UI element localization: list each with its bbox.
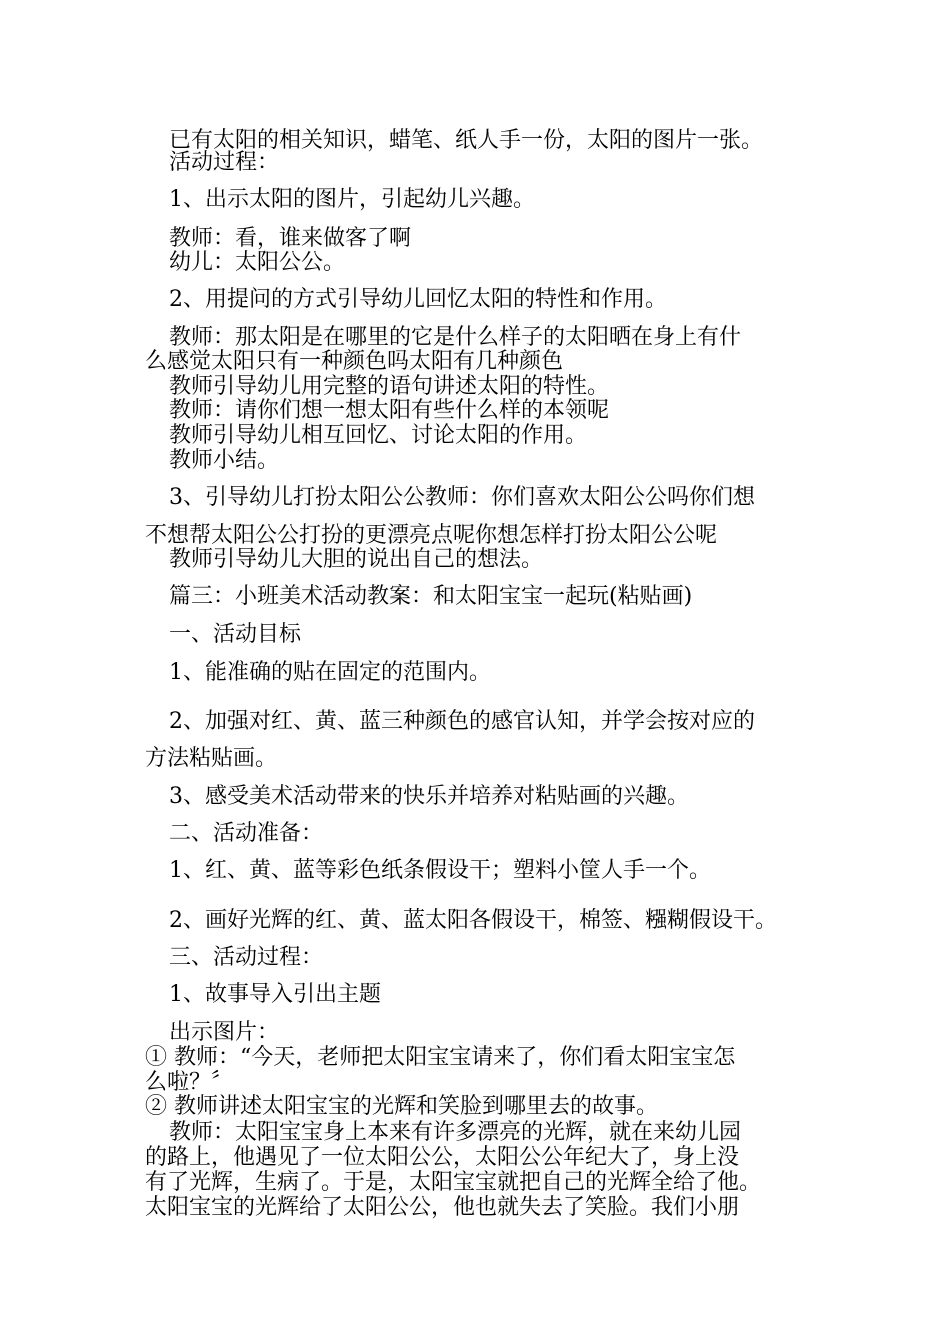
text-line: 活动过程： xyxy=(169,150,280,175)
text-line: 教师：太阳宝宝身上本来有许多漂亮的光辉，就在来幼儿园 xyxy=(169,1120,742,1145)
text-line: 2、加强对红、黄、蓝三种颜色的感官认知，并学会按对应的 xyxy=(169,709,755,734)
text-line: 出示图片： xyxy=(169,1020,280,1045)
text-line: 2、用提问的方式引导幼儿回忆太阳的特性和作用。 xyxy=(169,287,667,312)
text-line: ② 教师讲述太阳宝宝的光辉和笑脸到哪里去的故事。 xyxy=(145,1094,658,1119)
text-line: 1、能准确的贴在固定的范围内。 xyxy=(169,660,491,685)
text-line: 3、引导幼儿打扮太阳公公教师：你们喜欢太阳公公吗你们想 xyxy=(169,485,755,510)
text-line: ① 教师：“今天，老师把太阳宝宝请来了，你们看太阳宝宝怎 xyxy=(145,1045,736,1070)
text-line: 已有太阳的相关知识，蜡笔、纸人手一份，太阳的图片一张。 xyxy=(169,128,764,153)
text-line: 教师引导幼儿用完整的语句讲述太阳的特性。 xyxy=(169,374,610,399)
text-line: 3、感受美术活动带来的快乐并培养对粘贴画的兴趣。 xyxy=(169,784,689,809)
text-line: 教师小结。 xyxy=(169,448,280,473)
text-line: 有了光辉，生病了。于是，太阳宝宝就把自己的光辉全给了他。 xyxy=(145,1170,762,1195)
text-line: 1、故事导入引出主题 xyxy=(169,982,381,1007)
text-line: 太阳宝宝的光辉给了太阳公公，他也就失去了笑脸。我们小朋 xyxy=(145,1195,740,1220)
text-line: 教师：请你们想一想太阳有些什么样的本领呢 xyxy=(169,398,610,423)
text-line: 教师引导幼儿大胆的说出自己的想法。 xyxy=(169,547,544,572)
text-line: 二、活动准备： xyxy=(169,821,324,846)
text-line: 1、红、黄、蓝等彩色纸条假设干；塑料小筐人手一个。 xyxy=(169,858,711,883)
text-line: 教师：看，谁来做客了啊 xyxy=(169,226,412,251)
text-line: 2、画好光辉的红、黄、蓝太阳各假设干，棉签、糨糊假设干。 xyxy=(169,908,777,933)
text-line: 的路上，他遇见了一位太阳公公，太阳公公年纪大了，身上没 xyxy=(145,1145,740,1170)
text-line: 三、活动过程： xyxy=(169,945,324,970)
text-line: 教师：那太阳是在哪里的它是什么样子的太阳晒在身上有什 xyxy=(169,325,742,350)
text-line: 不想帮太阳公公打扮的更漂亮点呢你想怎样打扮太阳公公呢 xyxy=(145,523,718,548)
text-line: 一、活动目标 xyxy=(169,622,302,647)
text-line: 教师引导幼儿相互回忆、讨论太阳的作用。 xyxy=(169,423,588,448)
section-heading: 篇三：小班美术活动教案：和太阳宝宝一起玩(粘贴画) xyxy=(169,584,693,609)
text-line: 1、出示太阳的图片，引起幼儿兴趣。 xyxy=(169,187,535,212)
text-line: 幼儿：太阳公公。 xyxy=(169,250,346,275)
text-line: 么感觉太阳只有一种颜色吗太阳有几种颜色 xyxy=(145,349,564,374)
text-line: 么啦？〞 xyxy=(145,1070,234,1095)
text-line: 方法粘贴画。 xyxy=(145,746,278,771)
